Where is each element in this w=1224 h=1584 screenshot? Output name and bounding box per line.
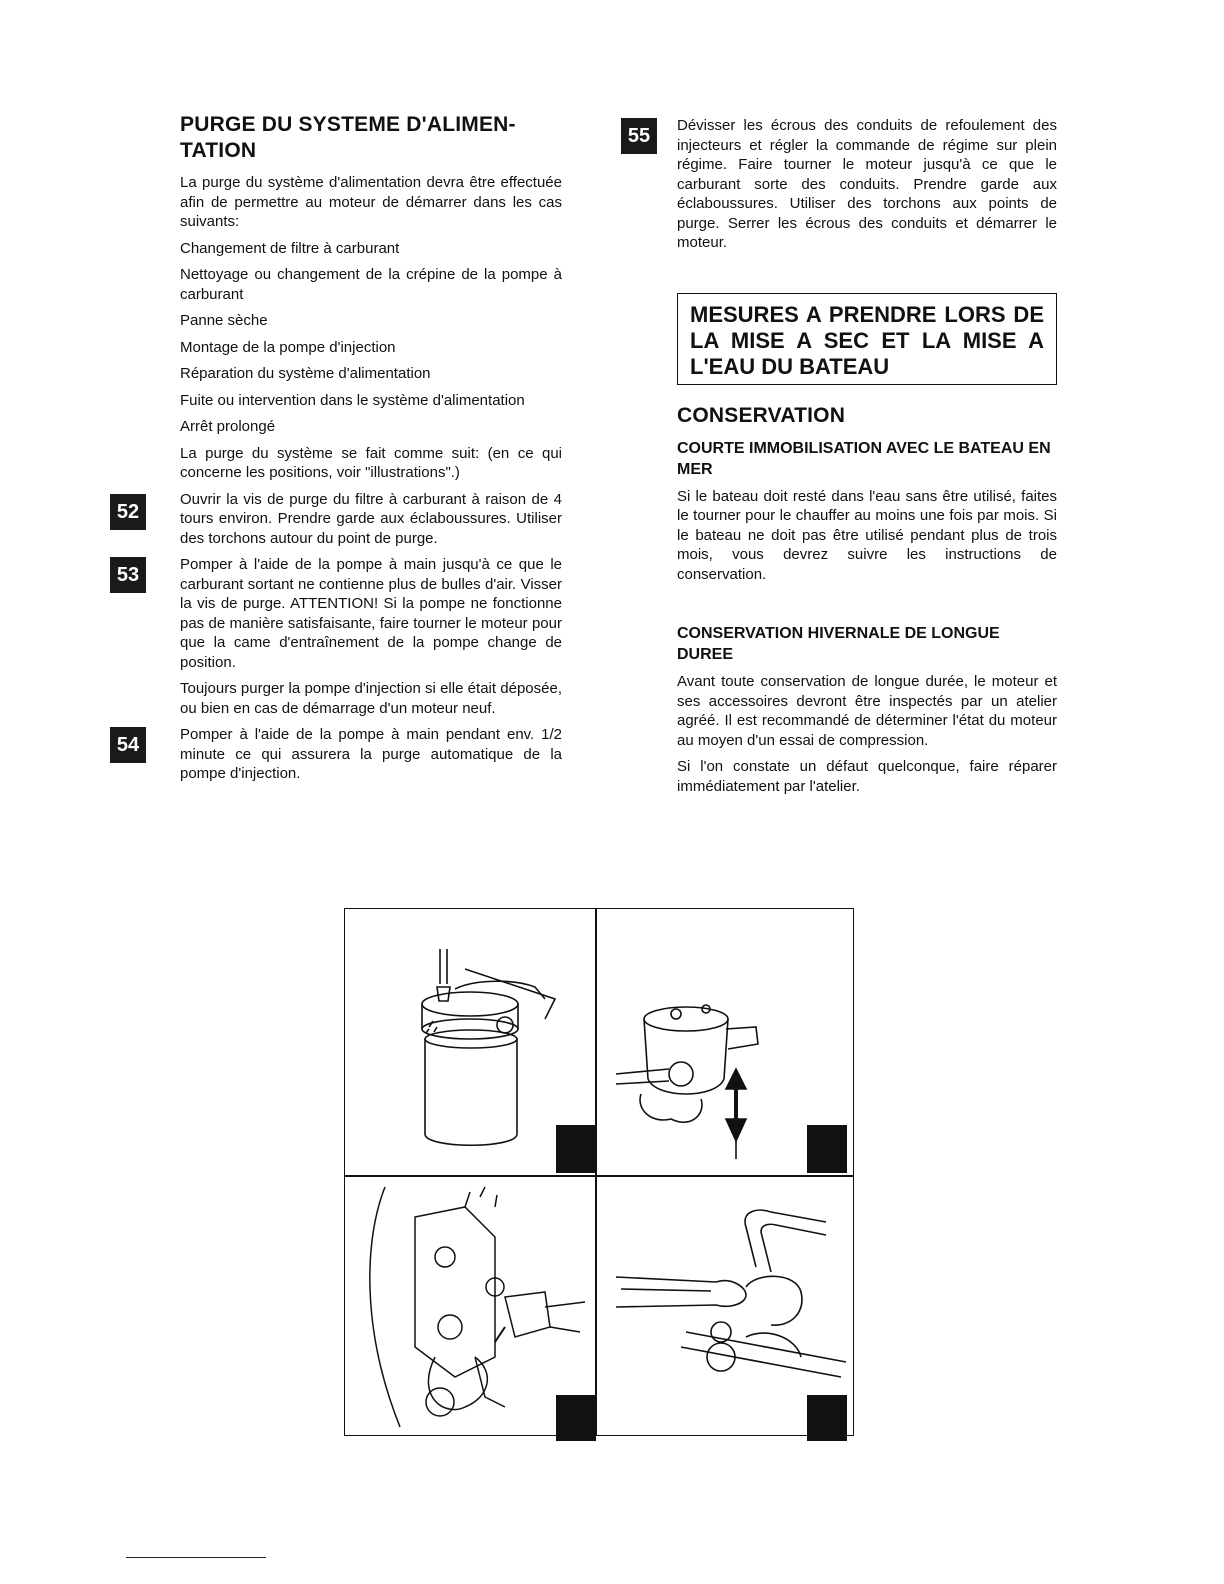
section-title-purge: PURGE DU SYSTEME D'ALIMEN-TATION	[180, 113, 516, 162]
step-text: Toujours purger la pompe d'injection si elle était déposée, ou bien en cas de démarrage d'un moteur neuf.	[180, 680, 562, 717]
step-54	[116, 725, 562, 784]
winter-paragraph-1: Avant toute conservation de longue durée, le moteur et ses accessoires devront être inspectés par un atelier agréé. Il est recommandé de déterminer l'état du moteur au moyen d'un essai de compression.	[677, 673, 1057, 749]
step-text: Dévisser les écrous des conduits de refoulement des injecteurs et régler la commande de régime sur plein régime. Faire tourner le moteur jusqu'à ce que le carburant sorte des conduits. Prendre garde aux éclaboussures. Utiliser des torchons aux points de purge. Serrer les écrous des conduits et démarrer le moteur.	[677, 117, 1057, 251]
boxed-heading	[677, 293, 1057, 385]
step-number-badge: 54	[110, 727, 146, 763]
case-item: Fuite ou intervention dans le système d'alimentation	[180, 391, 525, 409]
figure-marker	[807, 1125, 847, 1173]
step-number-badge: 53	[110, 557, 146, 593]
case-item: Nettoyage ou changement de la crépine de la pompe à carburant	[180, 266, 562, 303]
case-item: Changement de filtre à carburant	[180, 239, 400, 257]
step-text: Pomper à l'aide de la pompe à main jusqu'à ce que le carburant sortant ne contienne plus de bulles d'air. Visser la vis de purge. ATTENTION! Si la pompe ne fonctionne pas de manière satisfaisante, faire tourner le moteur pour que la came d'entraînement de la pompe change de position.	[180, 556, 562, 671]
intro-paragraph: La purge du système d'alimentation devra être effectuée afin de permettre au moteur de démarrer dans les cas suivants:	[180, 174, 562, 230]
winter-paragraph-2: Si l'on constate un défaut quelconque, faire réparer immédiatement par l'atelier.	[677, 758, 1057, 795]
subsection-title-short: COURTE IMMOBILISATION AVEC LE BATEAU EN MER	[677, 439, 1051, 478]
wrench-illustration	[596, 1177, 847, 1441]
hand-pump-illustration	[596, 909, 847, 1173]
injection-pump-illustration	[345, 1177, 596, 1441]
footnote-rule	[126, 1557, 266, 1558]
short-paragraph: Si le bateau doit resté dans l'eau sans être utilisé, faites le tourner pour le chauffer au moins une fois par mois. Si le bateau ne doit pas être utilisé pendant plus de trois mois, vous devrez suivre les instructions de conservation.	[677, 487, 1057, 583]
figure-marker	[556, 1395, 596, 1441]
boxed-heading-text: MESURES A PRENDRE LORS DE LA MISE A SEC ET LA MISE A L'EAU DU BATEAU	[690, 301, 1044, 379]
right-column	[627, 116, 1057, 803]
fuel-filter-illustration	[345, 909, 596, 1173]
step-53-note	[180, 679, 562, 718]
step-52	[116, 490, 562, 549]
step-number-badge: 55	[621, 118, 657, 154]
subsection-title-winter: CONSERVATION HIVERNALE DE LONGUE DUREE	[677, 625, 1000, 663]
case-item: Réparation du système d'alimentation	[180, 365, 431, 382]
step-text: Pomper à l'aide de la pompe à main pendant env. 1/2 minute ce qui assurera la purge automatique de la pompe d'injection.	[180, 726, 562, 782]
case-item: Montage de la pompe d'injection	[180, 338, 396, 356]
step-number-badge: 52	[110, 494, 146, 530]
case-item: Panne sèche	[180, 312, 268, 329]
illustration-grid	[344, 908, 854, 1436]
case-item: Arrêt prolongé	[180, 418, 276, 435]
step-53	[116, 555, 562, 672]
figure-marker	[807, 1395, 847, 1441]
figure-marker	[556, 1125, 596, 1173]
step-text: Ouvrir la vis de purge du filtre à carburant à raison de 4 tours environ. Prendre garde aux éclaboussures. Utiliser des torchons autour du point de purge.	[180, 490, 562, 547]
step-55	[627, 116, 1057, 253]
section-title-conservation: CONSERVATION	[677, 403, 846, 427]
left-column	[116, 112, 562, 791]
procedure-intro: La purge du système se fait comme suit: (en ce qui concerne les positions, voir "illustrations".)	[180, 444, 562, 481]
